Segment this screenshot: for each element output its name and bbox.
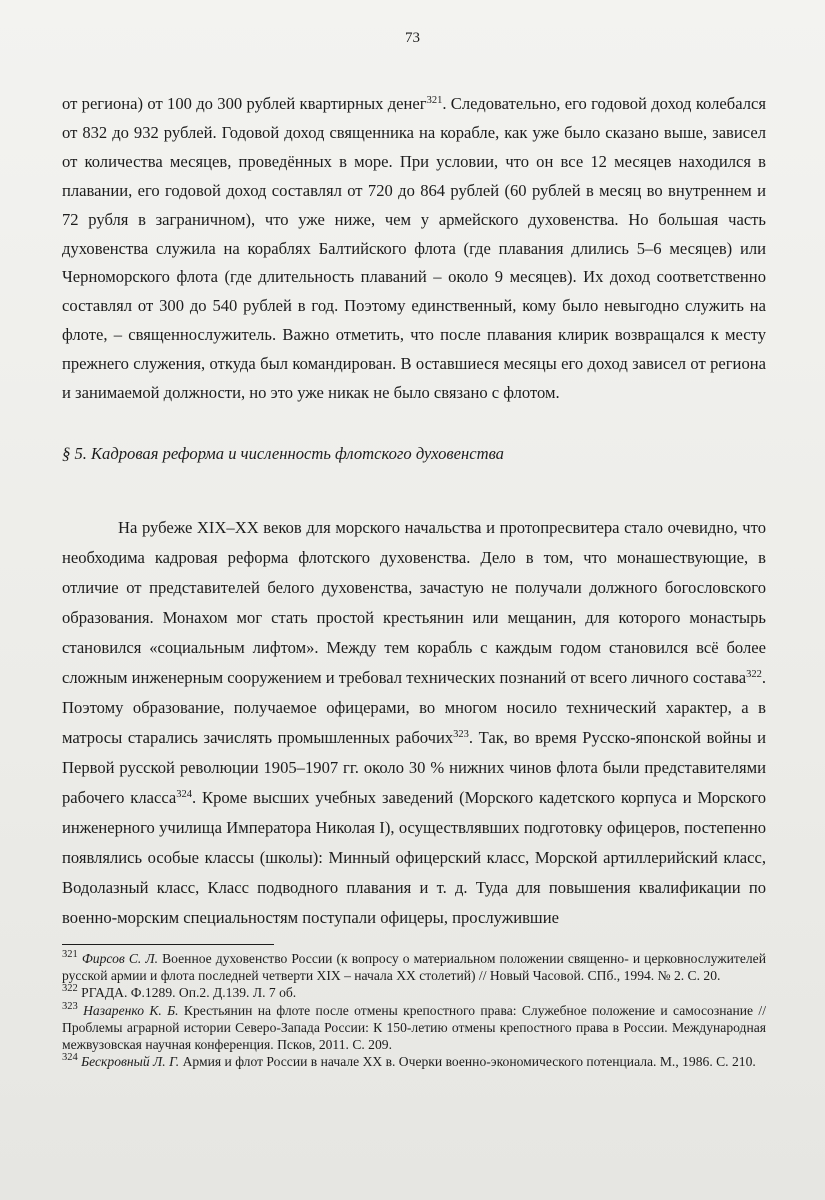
footnote-author: Бескровный Л. Г. <box>81 1054 180 1070</box>
footnotes <box>62 950 766 1070</box>
paragraph-1-text-a: от региона) от 100 до 300 рублей квартирных денег <box>62 94 427 113</box>
paragraph-2-text-d: . Кроме высших учебных заведений (Морского кадетского корпуса и Морского инженерного училища Императора Николая I), осуществлявших подготовку офицеров, постепенно появлялись особые классы (школы): Минный офицерский класс, Морской артиллерийский класс, Водолазный класс, Класс подводного плавания и т. д. Туда для повышения квалификации по военно-морским специальностям поступали офицеры, прослужившие <box>62 787 766 927</box>
footnote-ref-323[interactable]: 323 <box>453 728 469 740</box>
footnote-author: Назаренко К. Б. <box>83 1002 179 1018</box>
footnote-author: Фирсов С. Л. <box>81 951 159 966</box>
paragraph-2-body <box>62 513 766 933</box>
footnote-ref-321[interactable]: 321 <box>426 95 443 106</box>
footnote-321 <box>62 950 766 984</box>
footnote-text: Армия и флот России в начале XX в. Очерки военно-экономического потенциала. М., 1986. С. 210. <box>179 1054 756 1070</box>
footnote-ref-322[interactable]: 322 <box>746 668 762 680</box>
paragraph-continuation <box>62 90 766 408</box>
footnote-323 <box>62 1002 766 1054</box>
footnote-322 <box>62 984 766 1001</box>
paragraph-2-text-b: . Поэтому образование, получаемое офицерами, во многом носило технический характер, а в матросы старались зачислять промышленных рабочих <box>62 667 766 747</box>
paragraph-1 <box>62 90 766 408</box>
section-heading: § 5. Кадровая реформа и численность флотского духовенства <box>62 444 504 463</box>
footnote-number: 322 <box>62 983 78 995</box>
footnote-number: 321 <box>62 949 78 960</box>
footnote-ref-324[interactable]: 324 <box>176 788 193 800</box>
footnote-separator <box>62 944 274 945</box>
footnote-text: Военное духовенство России (к вопросу о материальном положении священно- и церковнослужителей русской армии и флота последней четверти XIX – начала XX столетий) // Новый Часовой. СПб., 1994. № 2. С. 20. <box>62 951 766 984</box>
footnote-text: РГАДА. Ф.1289. Оп.2. Д.139. Л. 7 об. <box>77 985 297 1001</box>
footnote-number: 324 <box>62 1052 78 1064</box>
paragraph-1-text-b: . Следовательно, его годовой доход колебался от 832 до 932 рублей. Годовой доход священника на корабле, как уже было сказано выше, зависел от количества месяцев, проведённых в море. При условии, что он все 12 месяцев находился в плавании, его годовой доход составлял от 720 до 864 рублей (60 рублей в месяц во внутреннем и 72 рубля в заграничном), что уже ниже, чем у армейского духовенства. Но большая часть духовенства служила на кораблях Балтийского флота (где плавания длились 5–6 месяцев) или Черноморского флота (где длительность плаваний – около 9 месяцев). Их доход соответственно составлял от 300 до 540 рублей в год. Поэтому единственный, кому было невыгодно служить на флоте, – священнослужитель. Важно отметить, что после плавания клирик возвращался к месту прежнего служения, откуда был командирован. В оставшиеся месяцы его доход зависел от региона и занимаемой должности, но это уже никак не было связано с флотом. <box>62 94 766 403</box>
paragraph-2 <box>62 496 766 949</box>
footnote-324 <box>62 1053 766 1070</box>
footnote-text: Крестьянин на флоте после отмены крепостного права: Служебное положение и самосознание // Проблемы аграрной истории Северо-Запада России: К 150-летию отмены крепостного права в России. Международная межвузовская научная конференция. Псков, 2011. С. 209. <box>62 1002 766 1053</box>
paragraph-2-text-a: На рубеже XIX–XX веков для морского начальства и протопресвитера стало очевидно, что необходима кадровая реформа флотского духовенства. Дело в том, что монашествующие, в отличие от представителей белого духовенства, зачастую не получали должного богословского образования. Монахом мог стать простой крестьянин или мещанин, для которого монастырь становился «социальным лифтом». Между тем корабль с каждым годом становился всё более сложным инженерным сооружением и требовал технических познаний от всего личного состава <box>62 517 766 687</box>
paragraph-2-text-c: . Так, во время Русско-японской войны и Первой русской революции 1905–1907 гг. около 30 % нижних чинов флота были представителями рабочего класса <box>62 727 766 807</box>
page-number: 73 <box>405 30 420 46</box>
footnote-number: 323 <box>62 1000 78 1012</box>
